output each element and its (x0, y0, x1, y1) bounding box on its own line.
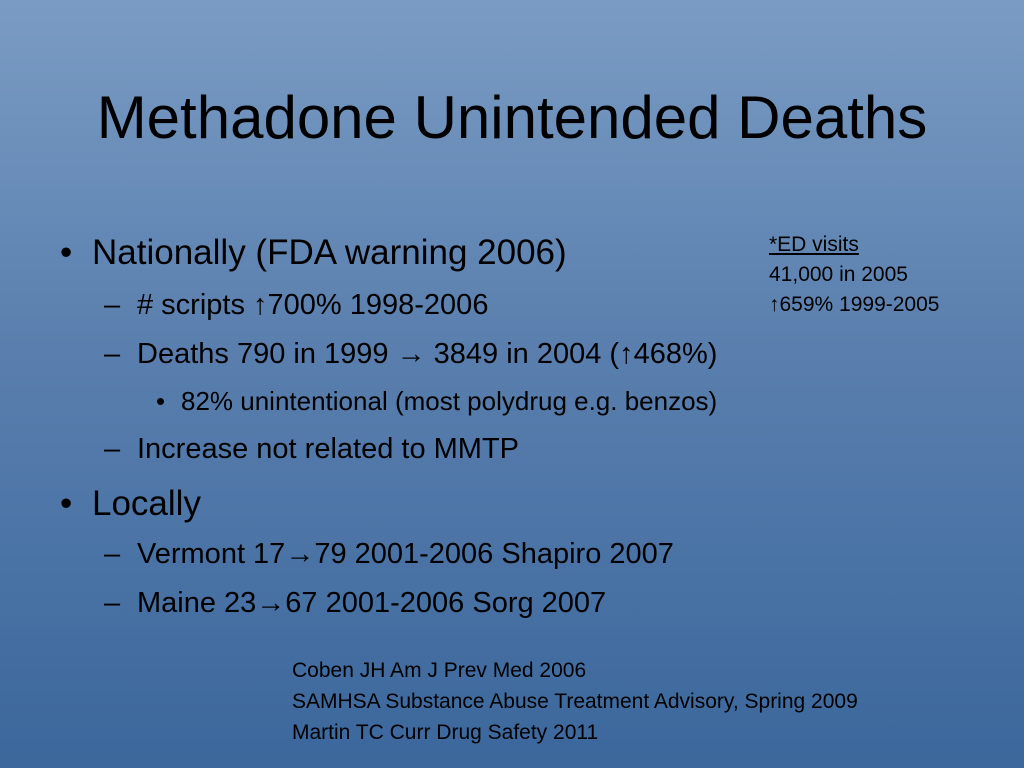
dash-marker: – (104, 433, 121, 465)
sub-bullet-text: Maine 23→67 2001-2006 Sorg 2007 (137, 587, 607, 619)
sub-bullet-text: Increase not related to MMTP (137, 433, 519, 465)
bullet-text: Locally (92, 484, 201, 523)
sub-sub-bullet-text: 82% unintentional (most polydrug e.g. benzos) (181, 386, 718, 416)
bullet-marker: • (60, 233, 73, 272)
references (292, 655, 858, 748)
bullet-marker: • (60, 484, 73, 523)
side-note-line: 41,000 in 2005 (769, 263, 908, 286)
side-note-heading: *ED visits (769, 233, 859, 256)
side-note (769, 230, 939, 320)
slide-title: Methadone Unintended Deaths (96, 84, 928, 151)
sub-bullet-text: Vermont 17→79 2001-2006 Shapiro 2007 (137, 538, 674, 570)
sub-bullet-text: Deaths 790 in 1999 → 3849 in 2004 (↑468%) (137, 338, 718, 370)
dash-marker: – (104, 587, 121, 619)
side-note-line: ↑659% 1999-2005 (769, 293, 940, 316)
reference-item: Martin TC Curr Drug Safety 2011 (292, 721, 599, 744)
bullet-text: Nationally (FDA warning 2006) (92, 233, 567, 272)
reference-item: SAMHSA Substance Abuse Treatment Advisory, Spring 2009 (292, 690, 858, 713)
dash-marker: – (104, 338, 121, 370)
sub-bullet-text: # scripts ↑700% 1998-2006 (137, 289, 489, 321)
bullet-marker: • (156, 386, 166, 416)
reference-item: Coben JH Am J Prev Med 2006 (292, 659, 587, 682)
dash-marker: – (104, 289, 121, 321)
dash-marker: – (104, 538, 121, 570)
